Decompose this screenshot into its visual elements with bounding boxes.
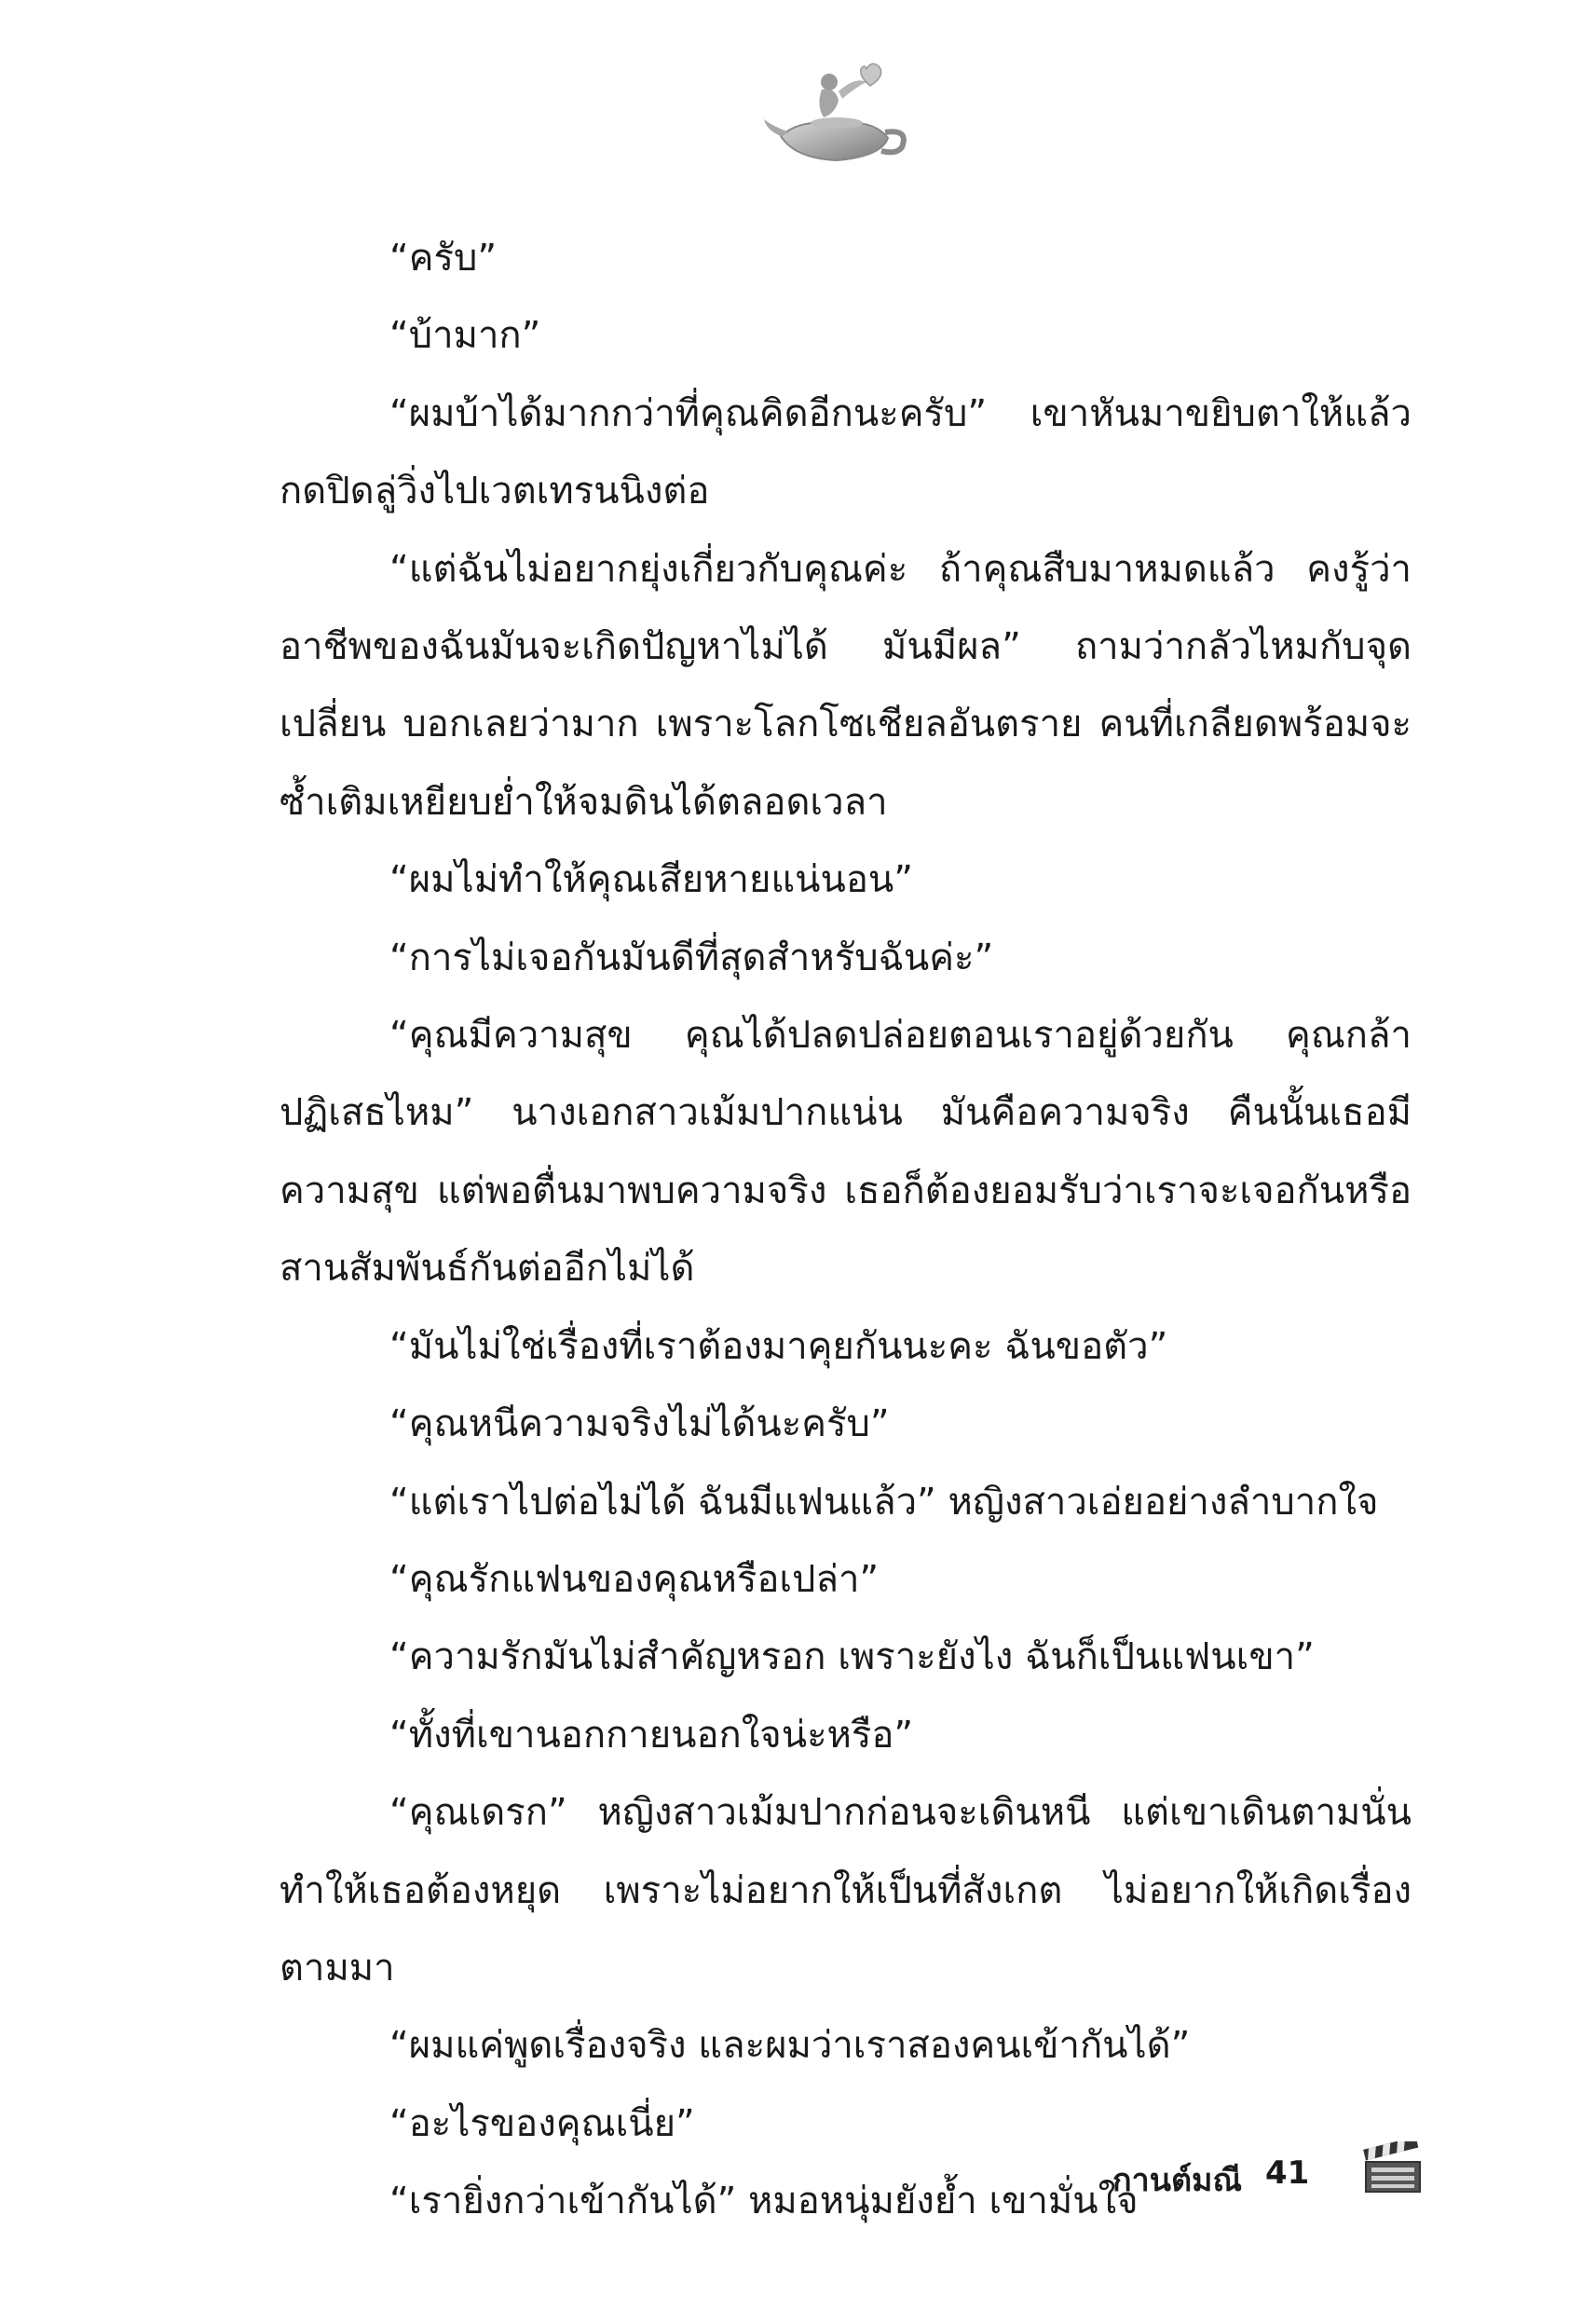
- paragraph: “คุณหนีความจริงไม่ได้นะครับ”: [389, 1402, 890, 1446]
- paragraph: “เรายิ่งกว่าเข้ากันได้” หมอหนุ่มยังย้ำ เขามั่นใจ: [389, 2180, 1139, 2223]
- paragraph: “มันไม่ใช่เรื่องที่เราต้องมาคุยกันนะคะ ฉันขอตัว”: [389, 1324, 1168, 1368]
- paragraph: “คุณมีความสุข คุณได้ปลดปล่อยตอนเราอยู่ด้วยกัน คุณกล้าปฏิเสธไหม” นางเอกสาวเม้มปากแน่น มันคือความจริง คืนนั้นเธอมีความสุข แต่พอตื่นมาพบความจริง เธอก็ต้องยอมรับว่าเราจะเจอกันหรือสานสัมพันธ์กันต่ออีกไม่ได้: [280, 1014, 1412, 1291]
- paragraph: “ความรักมันไม่สำคัญหรอก เพราะยังไง ฉันก็เป็นแฟนเขา”: [389, 1635, 1315, 1679]
- paragraph: “ผมแค่พูดเรื่องจริง และผมว่าเราสองคนเข้ากันได้”: [389, 2024, 1191, 2068]
- paragraph: “คุณเดรก” หญิงสาวเม้มปากก่อนจะเดินหนี แต่เขาเดินตามนั่นทำให้เธอต้องหยุด เพราะไม่อยากให้เป็นที่สังเกต ไม่อยากให้เกิดเรื่องตามมา: [280, 1791, 1412, 1990]
- paragraph: “อะไรของคุณเนี่ย”: [389, 2101, 695, 2145]
- paragraph: “ครับ”: [389, 237, 498, 280]
- paragraph: “บ้ามาก”: [389, 314, 541, 358]
- paragraph: “ผมบ้าได้มากกว่าที่คุณคิดอีกนะครับ” เขาหันมาขยิบตาให้แล้วกดปิดลู่วิ่งไปเวตเทรนนิงต่อ: [280, 391, 1412, 513]
- paragraph: “ผมไม่ทำให้คุณเสียหายแน่นอน”: [389, 858, 913, 902]
- paragraph: “แต่ฉันไม่อยากยุ่งเกี่ยวกับคุณค่ะ ถ้าคุณสืบมาหมดแล้ว คงรู้ว่าอาชีพของฉันมันจะเกิดปัญหาไม่ได้ มันมีผล” ถามว่ากลัวไหมกับจุดเปลี่ยน บอกเลยว่ามาก เพราะโลกโซเชียลอันตราย คนที่เกลียดพร้อมจะซ้ำเติมเหยียบย่ำให้จมดินได้ตลอดเวลา: [280, 547, 1412, 824]
- paragraph: “การไม่เจอกันมันดีที่สุดสำหรับฉันค่ะ”: [389, 936, 994, 979]
- book-title: กานต์มณี: [1112, 2162, 1242, 2199]
- paragraph: “คุณรักแฟนของคุณหรือเปล่า”: [389, 1557, 880, 1601]
- page-number: 41: [1265, 2154, 1310, 2192]
- teapot-cupid-emblem-icon: [762, 54, 911, 175]
- paragraph: “แต่เราไปต่อไม่ได้ ฉันมีแฟนแล้ว” หญิงสาวเอ่ยอย่างลำบากใจ: [389, 1480, 1379, 1524]
- paragraph: “ทั้งที่เขานอกกายนอกใจน่ะหรือ”: [389, 1713, 914, 1757]
- body-text: [280, 220, 1412, 2241]
- clapperboard-icon: [1362, 2141, 1424, 2195]
